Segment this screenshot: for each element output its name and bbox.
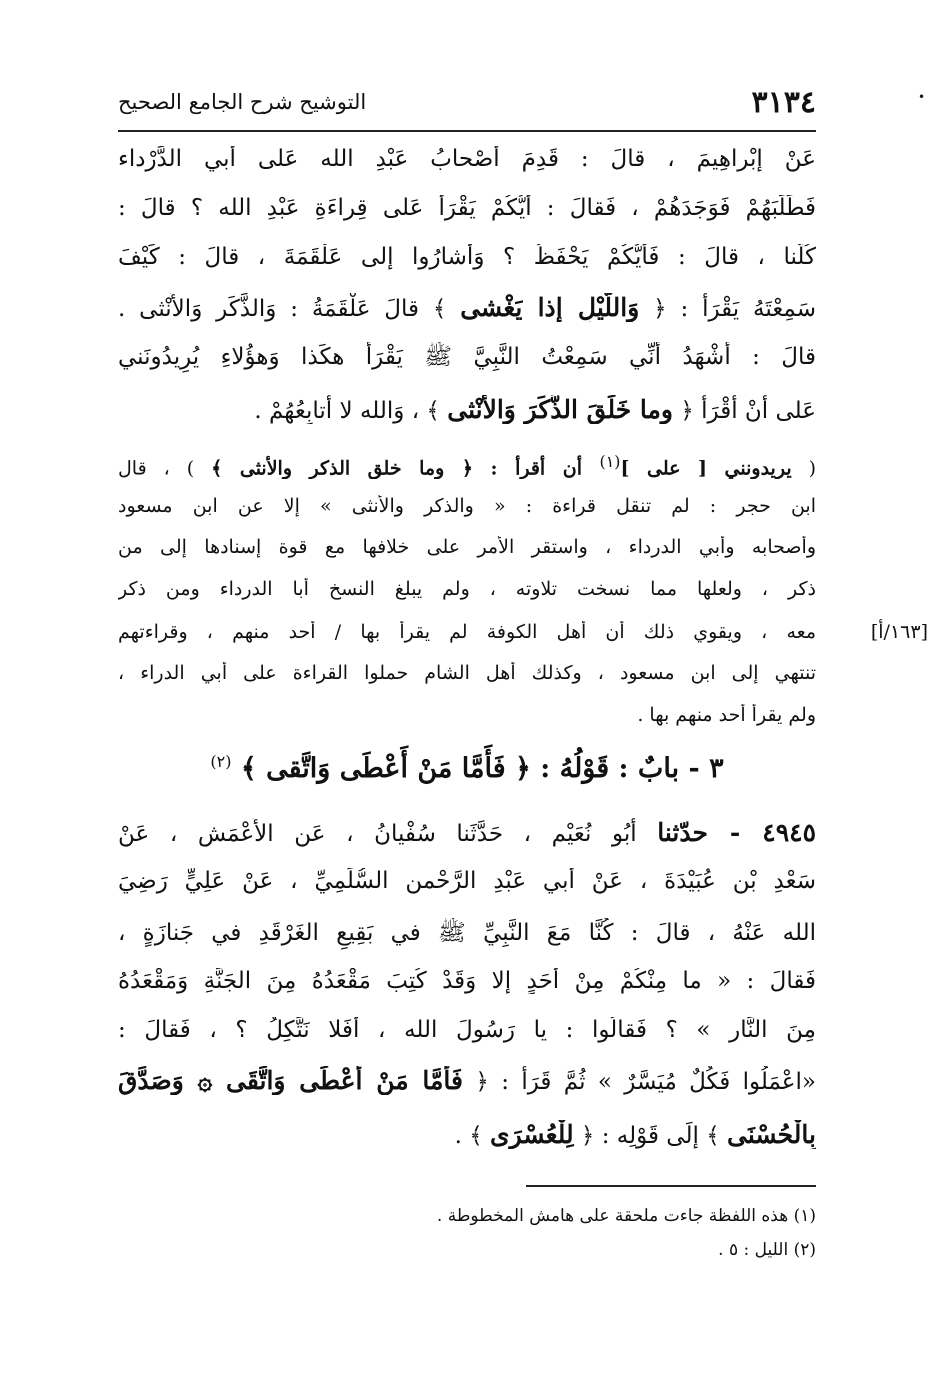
text-line: سَعْدِ بْنِ عُبَيْدَةَ ، عَنْ أَبي عَبْدِ الرَّحْمنِ السُّلَمِيِّ ، عَنْ عَلِيٍّ رَضِيَ: [118, 868, 816, 894]
quran-quote: وما خَلَقَ الذَّكَرَ وَالأُنْثى: [447, 395, 674, 424]
commentary-line: ولم يقرأ أحد منهم بها .: [637, 704, 816, 726]
text-line: كُلُّنا ، قالَ : فَأَيُّكُمْ يَحْفَظُ ؟ وَأَشارُوا إِلى عَلْقَمَةَ ، قالَ : كَيْفَ: [118, 244, 816, 270]
text-line: فَقالَ : « ما مِنْكُمْ مِنْ أَحَدٍ إِلا وَقَدْ كُتِبَ مَقْعَدُهُ مِنَ الجَنَّةِ وَمَقْعَدُهُ: [118, 968, 816, 994]
text-line: قالَ : أَشْهَدُ أَنِّي سَمِعْتُ النَّبِيَّ ﷺ يَقْرَأُ هكَذا وَهؤُلاءِ يُرِيدُونَني: [118, 344, 816, 370]
quran-quote: فَأَمَّا مَنْ أَعْطَى وَاتَّقَى ۞ وَصَدَّقَ: [118, 1066, 463, 1095]
text-line: ٤٩٤٥ - حدّثنا أَبُو نُعَيْمٍ ، حَدَّثَنا سُفْيانُ ، عَنِ الأَعْمَشِ ، عَنْ: [118, 818, 816, 847]
footnote-rule: [526, 1185, 816, 1187]
commentary-line: وأصحابه وأبي الدرداء ، واستقر الأمر على خلافها مع قوة إسنادها إلى من: [118, 536, 816, 558]
commentary-line: معه ، ويقوي ذلك أن أهل الكوفة لم يقرأ بها / أحد منهم ، وقراءتهم: [118, 621, 816, 643]
footnote-ref: (٢): [210, 752, 232, 771]
scan-speck: •: [918, 90, 926, 104]
page-number: ٣١٣٤: [751, 84, 816, 120]
quran-quote: وَاللَّيْلِ إذا يَغْشى: [460, 293, 640, 322]
manuscript-folio-ref: [١٦٣/أ]: [870, 621, 928, 643]
commentary-line: ابن حجر : لم تنقل قراءة : « والذكر والأنثى » إلا عن ابن مسعود: [118, 495, 816, 517]
footnote-ref: (١): [599, 452, 621, 471]
text-line: سَمِعْتَهُ يَقْرَأُ : ﴿ وَاللَّيْلِ إذا يَغْشى ﴾ قالَ عَلْقَمَةُ : وَالذَّكَرِ وَالأُنْثى .: [118, 293, 816, 322]
quran-quote: بِالْحُسْنَى: [726, 1120, 816, 1149]
header-rule: [118, 130, 816, 132]
text-line: فَطَلَبَهُمْ فَوَجَدَهُمْ ، فَقالَ : أَيُّكُمْ يَقْرَأُ عَلى قِراءَةِ عَبْدِ الله ؟ قالَ :: [118, 195, 816, 221]
footnote-1: (١) هذه اللفظة جاءت ملحقة على هامش المخطوطة .: [436, 1206, 816, 1226]
text-line: عَلى أَنْ أَقْرَأَ ﴿ وما خَلَقَ الذَّكَرَ وَالأُنْثى ﴾ ، وَالله لا أُتابِعُهُمْ .: [254, 395, 816, 424]
page-header: [118, 80, 816, 124]
text-line: مِنَ النَّارِ » ؟ فَقالُوا : يا رَسُولَ الله ، أَفَلا نَتَّكِلُ ؟ ، فَقالَ :: [118, 1017, 816, 1043]
hadith-number: ٤٩٤٥ - حدّثنا: [657, 818, 816, 847]
commentary-line: تنتهي إلى ابن مسعود ، وكذلك أهل الشام حملوا القراءة على أبي الدراء ،: [118, 662, 816, 684]
text-line: الله عَنْهُ ، قالَ : كُنَّا مَعَ النَّبِيِّ ﷺ في بَقِيعِ الغَرْقَدِ في جَنازَةٍ ،: [118, 920, 816, 946]
text-line: «اعْمَلُوا فَكُلٌ مُيَسَّرٌ » ثُمَّ قَرَأَ : ﴿ فَأَمَّا مَنْ أَعْطَى وَاتَّقَى ۞ وَصَدَّقَ: [118, 1066, 816, 1095]
text-line: بِالْحُسْنَى ﴾ إِلَى قَوْلِه : ﴿ لِلْعُسْرَى ﴾ .: [454, 1120, 816, 1149]
quran-quote: لِلْعُسْرَى: [490, 1120, 574, 1149]
running-title: التوشيح شرح الجامع الصحيح: [118, 90, 367, 114]
commentary-line: ذكر ، ولعلها مما نسخت تلاوته ، ولم يبلغ النسخ أبا الدرداء ومن ذكر: [118, 578, 816, 600]
commentary-line: ( يريدونني [ على ]$^{(١)}$ أن أقرأ : ﴿ وما خلق الذكر والأنثى ﴾ ) ، قال: [118, 452, 816, 480]
footnote-2: (٢) الليل : ٥ .: [718, 1240, 816, 1260]
text-line: عَنْ إِبْراهِيمَ ، قالَ : قَدِمَ أَصْحابُ عَبْدِ الله عَلى أَبي الدَّرْداء: [118, 146, 816, 172]
section-heading: ٣ - بابٌ : قَوْلُهُ : ﴿ فَأَمَّا مَنْ أَعْطَى وَاتَّقى ﴾ $^{(٢)}$: [210, 752, 724, 784]
